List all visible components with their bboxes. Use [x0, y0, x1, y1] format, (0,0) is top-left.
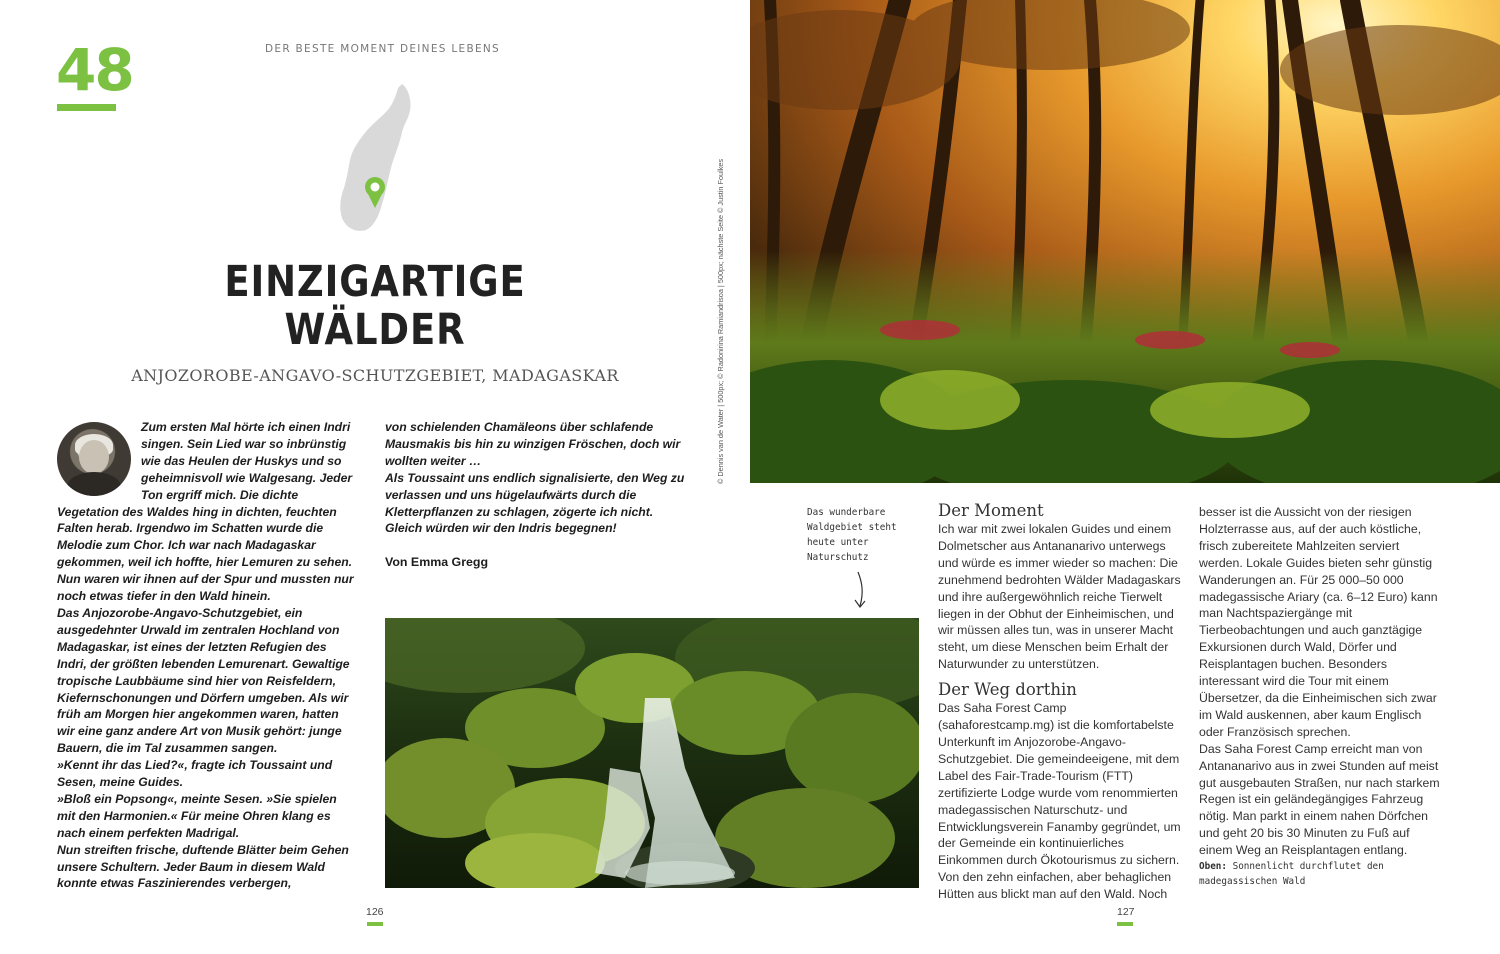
- intro-paragraph: Das Anjozorobe-Angavo-Schutzgebiet, ein ausgedehnter Urwald im zentralen Hochland von Madagaskar, ist eines der letzten Refugien des Indri, der größten lebenden Lemurenart. Gewaltige tropische Laubbäume sind hier von Reisfeldern, Kiefernschonungen und Dörfern umgeben. Als wir früh am Morgen hier angekommen waren, hatten wir eine ganz andere Art von Musik gehört: junge Bauern, die im Tal zusammen sangen.: [57, 605, 350, 756]
- intro-paragraph: Zum ersten Mal hörte ich einen Indri singen. Sein Lied war so inbrünstig wie das Heulen der Huskys und so geheimnisvoll wie Walgesang. Jeder Ton ergriff mich. Die dichte Vegetation des Waldes hing in dichten, feuchten Falten herab. Irgendwo im Schatten wurde die Melodie zum Chor. Ich war nach Madagaskar gekommen, weil ich hoffte, hier Lemuren zu sehen. Nun waren wir ihnen auf der Spur und mussten nur noch etwas tiefer in den Wald hinein.: [57, 420, 354, 604]
- hand-drawn-arrow-icon: [848, 570, 872, 610]
- section-text-travel: Das Saha Forest Camp erreicht man von Antananarivo aus in zwei Stunden auf meist gut ausgebauten Straßen, nur nach starkem Regen ist ein geländegängiges Fahrzeug nötig. Man parkt in einem nahen Dörfchen und geht 20 bis 30 Minuten zu Fuß auf einem Weg an Reisplantagen entlang.: [1199, 741, 1440, 858]
- article-title: [120, 258, 630, 354]
- intro-paragraph: »Kennt ihr das Lied?«, fragte ich Toussaint und Sesen, meine Guides.: [57, 758, 333, 790]
- waterfall-photo: [385, 618, 919, 888]
- author-byline: Von Emma Gregg: [385, 555, 489, 569]
- page-number-right-bar: [1117, 922, 1133, 926]
- article-subtitle: ANJOZOROBE-ANGAVO-SCHUTZGEBIET, MADAGASKAR: [131, 366, 619, 385]
- photo-caption: [1199, 859, 1419, 889]
- info-column-1: [938, 500, 1183, 903]
- forest-sunlight-photo: [750, 0, 1500, 483]
- intro-column-1: [57, 419, 357, 892]
- section-text-moment: Ich war mit zwei lokalen Guides und einem Dolmetscher aus Antananarivo unterwegs und würde es immer wieder so machen: Die zunehmend bedrohten Wälder Madagaskars und ihre außergewöhnlich reiche Tierwelt liegen in der Obhut der Einheimischen, und wir müssen alles tun, was in unserer Macht steht, um diese Menschen beim Erhalt der Naturwunder zu unterstützen.: [938, 522, 1181, 672]
- intro-paragraph: Nun streiften frische, duftende Blätter beim Gehen unsere Schultern. Jeder Baum in diesem Wald konnte etwas Faszinierendes verbergen,: [57, 842, 349, 891]
- title-line-2: WÄLDER: [284, 305, 466, 355]
- hand-written-note: Das wunderbare Waldgebiet steht heute unter Naturschutz: [807, 507, 897, 563]
- photo-credit: © Dennis van de Water | 500px; © Radonirina Ramiandrisoa | 500px; nächste Seite © Justin Foulkes: [716, 158, 725, 484]
- caption-label: Oben:: [1199, 861, 1227, 872]
- chapter-number-underline: [57, 104, 116, 111]
- caption-text: Sonnenlicht durchflutet den madegassischen Wald: [1199, 861, 1384, 887]
- section-text-continued: besser ist die Aussicht von der riesigen Holzterrasse aus, auf der auch köstliche, frisch zubereitete Mahlzeiten serviert werden. Lokale Guides bieten sehr günstig Wanderungen an. Für 25 000–50 000 madegassische Ariary (ca. 6–12 Euro) kann man Nachtspaziergänge mit Tierbeobachtungen und auch ganztägige Exkursionen durch Wald, Dörfer und Reisplantagen buchen. Besonders interessant wird die Tour mit einem Übersetzer, da die Einheimischen sich zwar im Wald auskennen, aber kaum Englisch oder Französisch sprechen.: [1199, 505, 1438, 739]
- page-number-left-bar: [367, 922, 383, 926]
- section-text-directions: Das Saha Forest Camp (sahaforestcamp.mg) ist die komfortabelste Unterkunft im Anjozorobe-Angavo-Schutzgebiet. Die gemeindeeigene, mit dem Label des Fair-Trade-Tourism (FTT) zertifizierte Lodge wurde vom renommierten madegassischen Naturschutz- und Entwicklungsverein Fanamby gegründet, um der Gemeinde ein kontinuierliches Einkommen durch Ökotourismus zu sichern. Von den zehn einfachen, aber behaglichen Hütten aus blickt man auf den Wald. Noch: [938, 701, 1181, 902]
- title-line-1: EINZIGARTIGE: [224, 257, 526, 307]
- intro-column-2: [385, 419, 685, 537]
- intro-paragraph: von schielenden Chamäleons über schlafende Mausmakis bis hin zu winzigen Fröschen, doch wir wollten weiter …: [385, 420, 681, 468]
- page-number-left: 126: [366, 906, 384, 918]
- section-heading-moment: Der Moment: [938, 501, 1044, 520]
- info-column-2: [1199, 504, 1444, 859]
- intro-paragraph: »Bloß ein Popsong«, meinte Sesen. »Sie spielen mit den Harmonien.« Für meine Ohren klang es nach einem perfekten Madrigal.: [57, 791, 337, 840]
- chapter-number: 48: [56, 36, 133, 104]
- page-number-right: 127: [1117, 906, 1135, 918]
- intro-paragraph: Als Toussaint uns endlich signalisierte, den Weg zu verlassen und uns hügelaufwärts durch die Kletterpflanzen zu schlagen, zögerte ich nicht. Gleich würden wir den Indris begegnen!: [385, 470, 685, 536]
- madagascar-map: [330, 80, 420, 235]
- section-kicker: DER BESTE MOMENT DEINES LEBENS: [265, 43, 501, 55]
- section-heading-directions: Der Weg dorthin: [938, 680, 1077, 700]
